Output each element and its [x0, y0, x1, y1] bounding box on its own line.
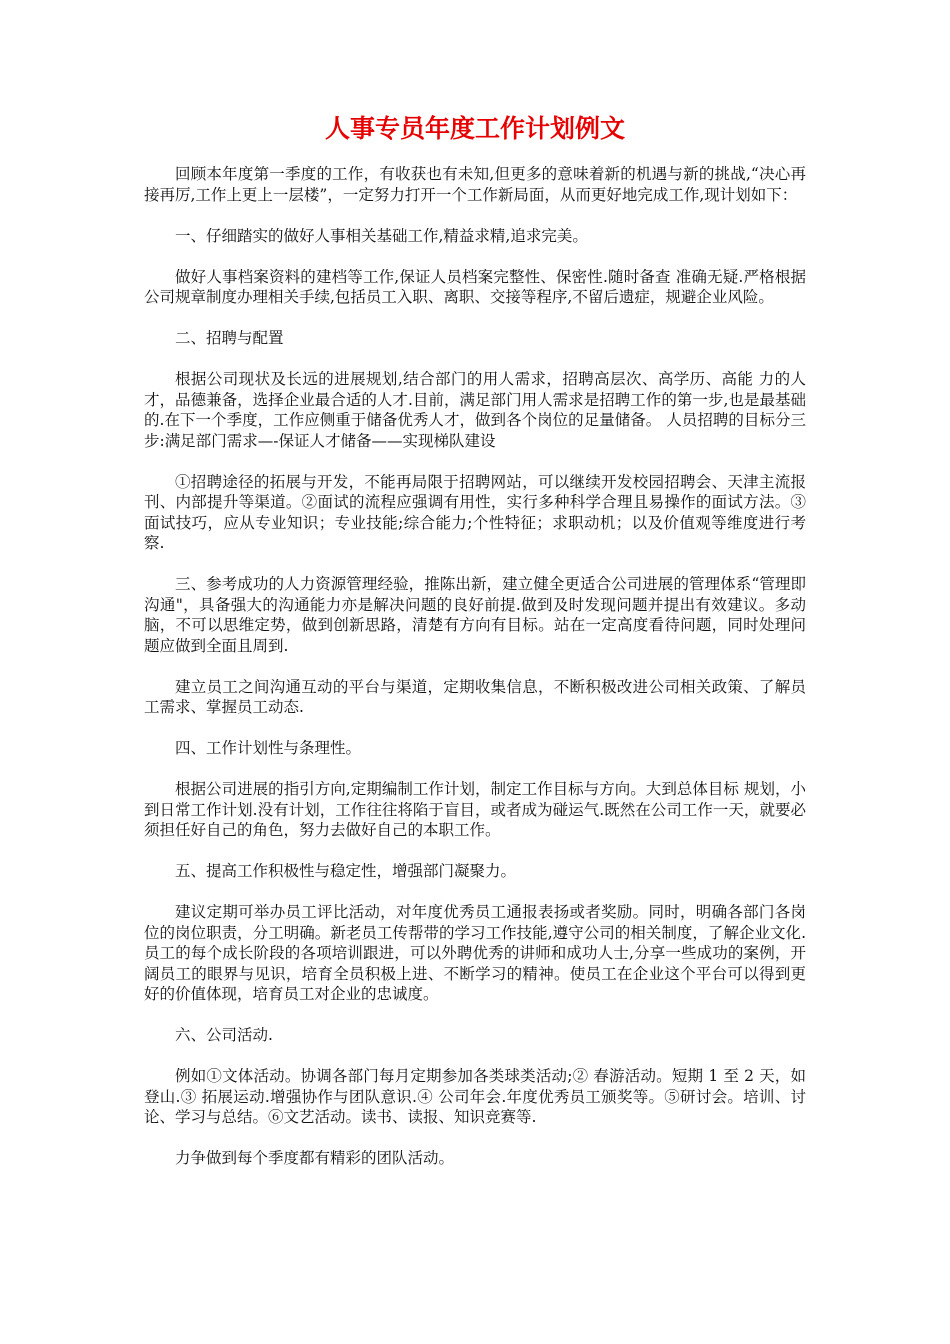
document-body [144, 164, 806, 1169]
paragraph-section-3b: 建立员工之间沟通互动的平台与渠道，定期收集信息，不断积极改进公司相关政策、了解员工需求、掌握员工动态. [144, 677, 806, 716]
heading-section-1: 一、仔细踏实的做好人事相关基础工作,精益求精,追求完美。 [175, 226, 588, 245]
paragraph-closing: 力争做到每个季度都有精彩的团队活动。 [175, 1149, 455, 1167]
paragraph-section-6: 例如①文体活动。协调各部门每月定期参加各类球类活动;② 春游活动。短期 1 至 2 天，如登山.③ 拓展运动.增强协作与团队意识.④ 公司年会.年度优秀员工颁奖等。⑤研讨会。培训、讨论、学习与总结。⑥文艺活动。读书、读报、知识竞赛等. [144, 1067, 806, 1126]
heading-section-4: 四、工作计划性与条理性。 [175, 739, 362, 757]
paragraph-section-5: 建议定期可举办员工评比活动，对年度优秀员工通报表扬或者奖励。同时，明确各部门各岗位的岗位职责，分工明确。新老员工传帮带的学习工作技能,遵守公司的相关制度，了解企业文化.员工的每个成长阶段的各项培训跟进，可以外聘优秀的讲师和成功人士,分享一些成功的案例，开阔员工的眼界与见识，培育全员积极上进、不断学习的精神。使员工在企业这个平台可以得到更好的价值体现，培育员工对企业的忠诚度。 [144, 903, 806, 1003]
paragraph-section-2a: 根据公司现状及长远的进展规划,结合部门的用人需求，招聘高层次、高学历、高能 力的人才，品德兼备，选择企业最合适的人才.目前，满足部门用人需求是招聘工作的第一步,也是最基础的.在下一个季度，工作应侧重于储备优秀人才，做到各个岗位的足量储备。 人员招聘的目标分三步:满足部门需求—-保证人才储备——实现梯队建设 [144, 370, 806, 450]
heading-section-5: 五、提高工作积极性与稳定性，增强部门凝聚力。 [175, 862, 517, 880]
paragraph-section-2b: ①招聘途径的拓展与开发，不能再局限于招聘网站，可以继续开发校园招聘会、天津主流报刊、内部提升等渠道。②面试的流程应强调有用性，实行多种科学合理且易操作的面试方法。③面试技巧，应从专业知识；专业技能;综合能力;个性特征；求职动机；以及价值观等维度进行考察. [144, 472, 806, 552]
paragraph-section-1: 做好人事档案资料的建档等工作,保证人员档案完整性、保密性.随时备查 准确无疑.严格根据公司规章制度办理相关手续,包括员工入职、离职、交接等程序,不留后遗症，规避企业风险。 [144, 267, 806, 306]
heading-section-2: 二、招聘与配置 [175, 329, 284, 347]
document-title: 人事专员年度工作计划例文 [324, 114, 625, 143]
paragraph-intro: 回顾本年度第一季度的工作，有收获也有未知,但更多的意味着新的机遇与新的挑战,“决心再接再厉,工作上更上一层楼”，一定努力打开一个工作新局面，从而更好地完成工作,现计划如下： [144, 165, 806, 204]
heading-section-6: 六、公司活动. [175, 1026, 273, 1044]
paragraph-section-3a: 三、参考成功的人力资源管理经验，推陈出新，建立健全更适合公司进展的管理体系“管理即沟通"，具备强大的沟通能力亦是解决问题的良好前提.做到及时发现问题并提出有效建议。多动脑，不可以思维定势，做到创新思路，清楚有方向有目标。站在一定高度看待问题，同时处理问题应做到全面且周到. [144, 575, 806, 655]
paragraph-section-4: 根据公司进展的指引方向,定期编制工作计划，制定工作目标与方向。大到总体目标 规划，小到日常工作计划.没有计划，工作往往将陷于盲目，或者成为碰运气.既然在公司工作一天，就要必须担任好自己的角色，努力去做好自己的本职工作。 [144, 780, 806, 839]
